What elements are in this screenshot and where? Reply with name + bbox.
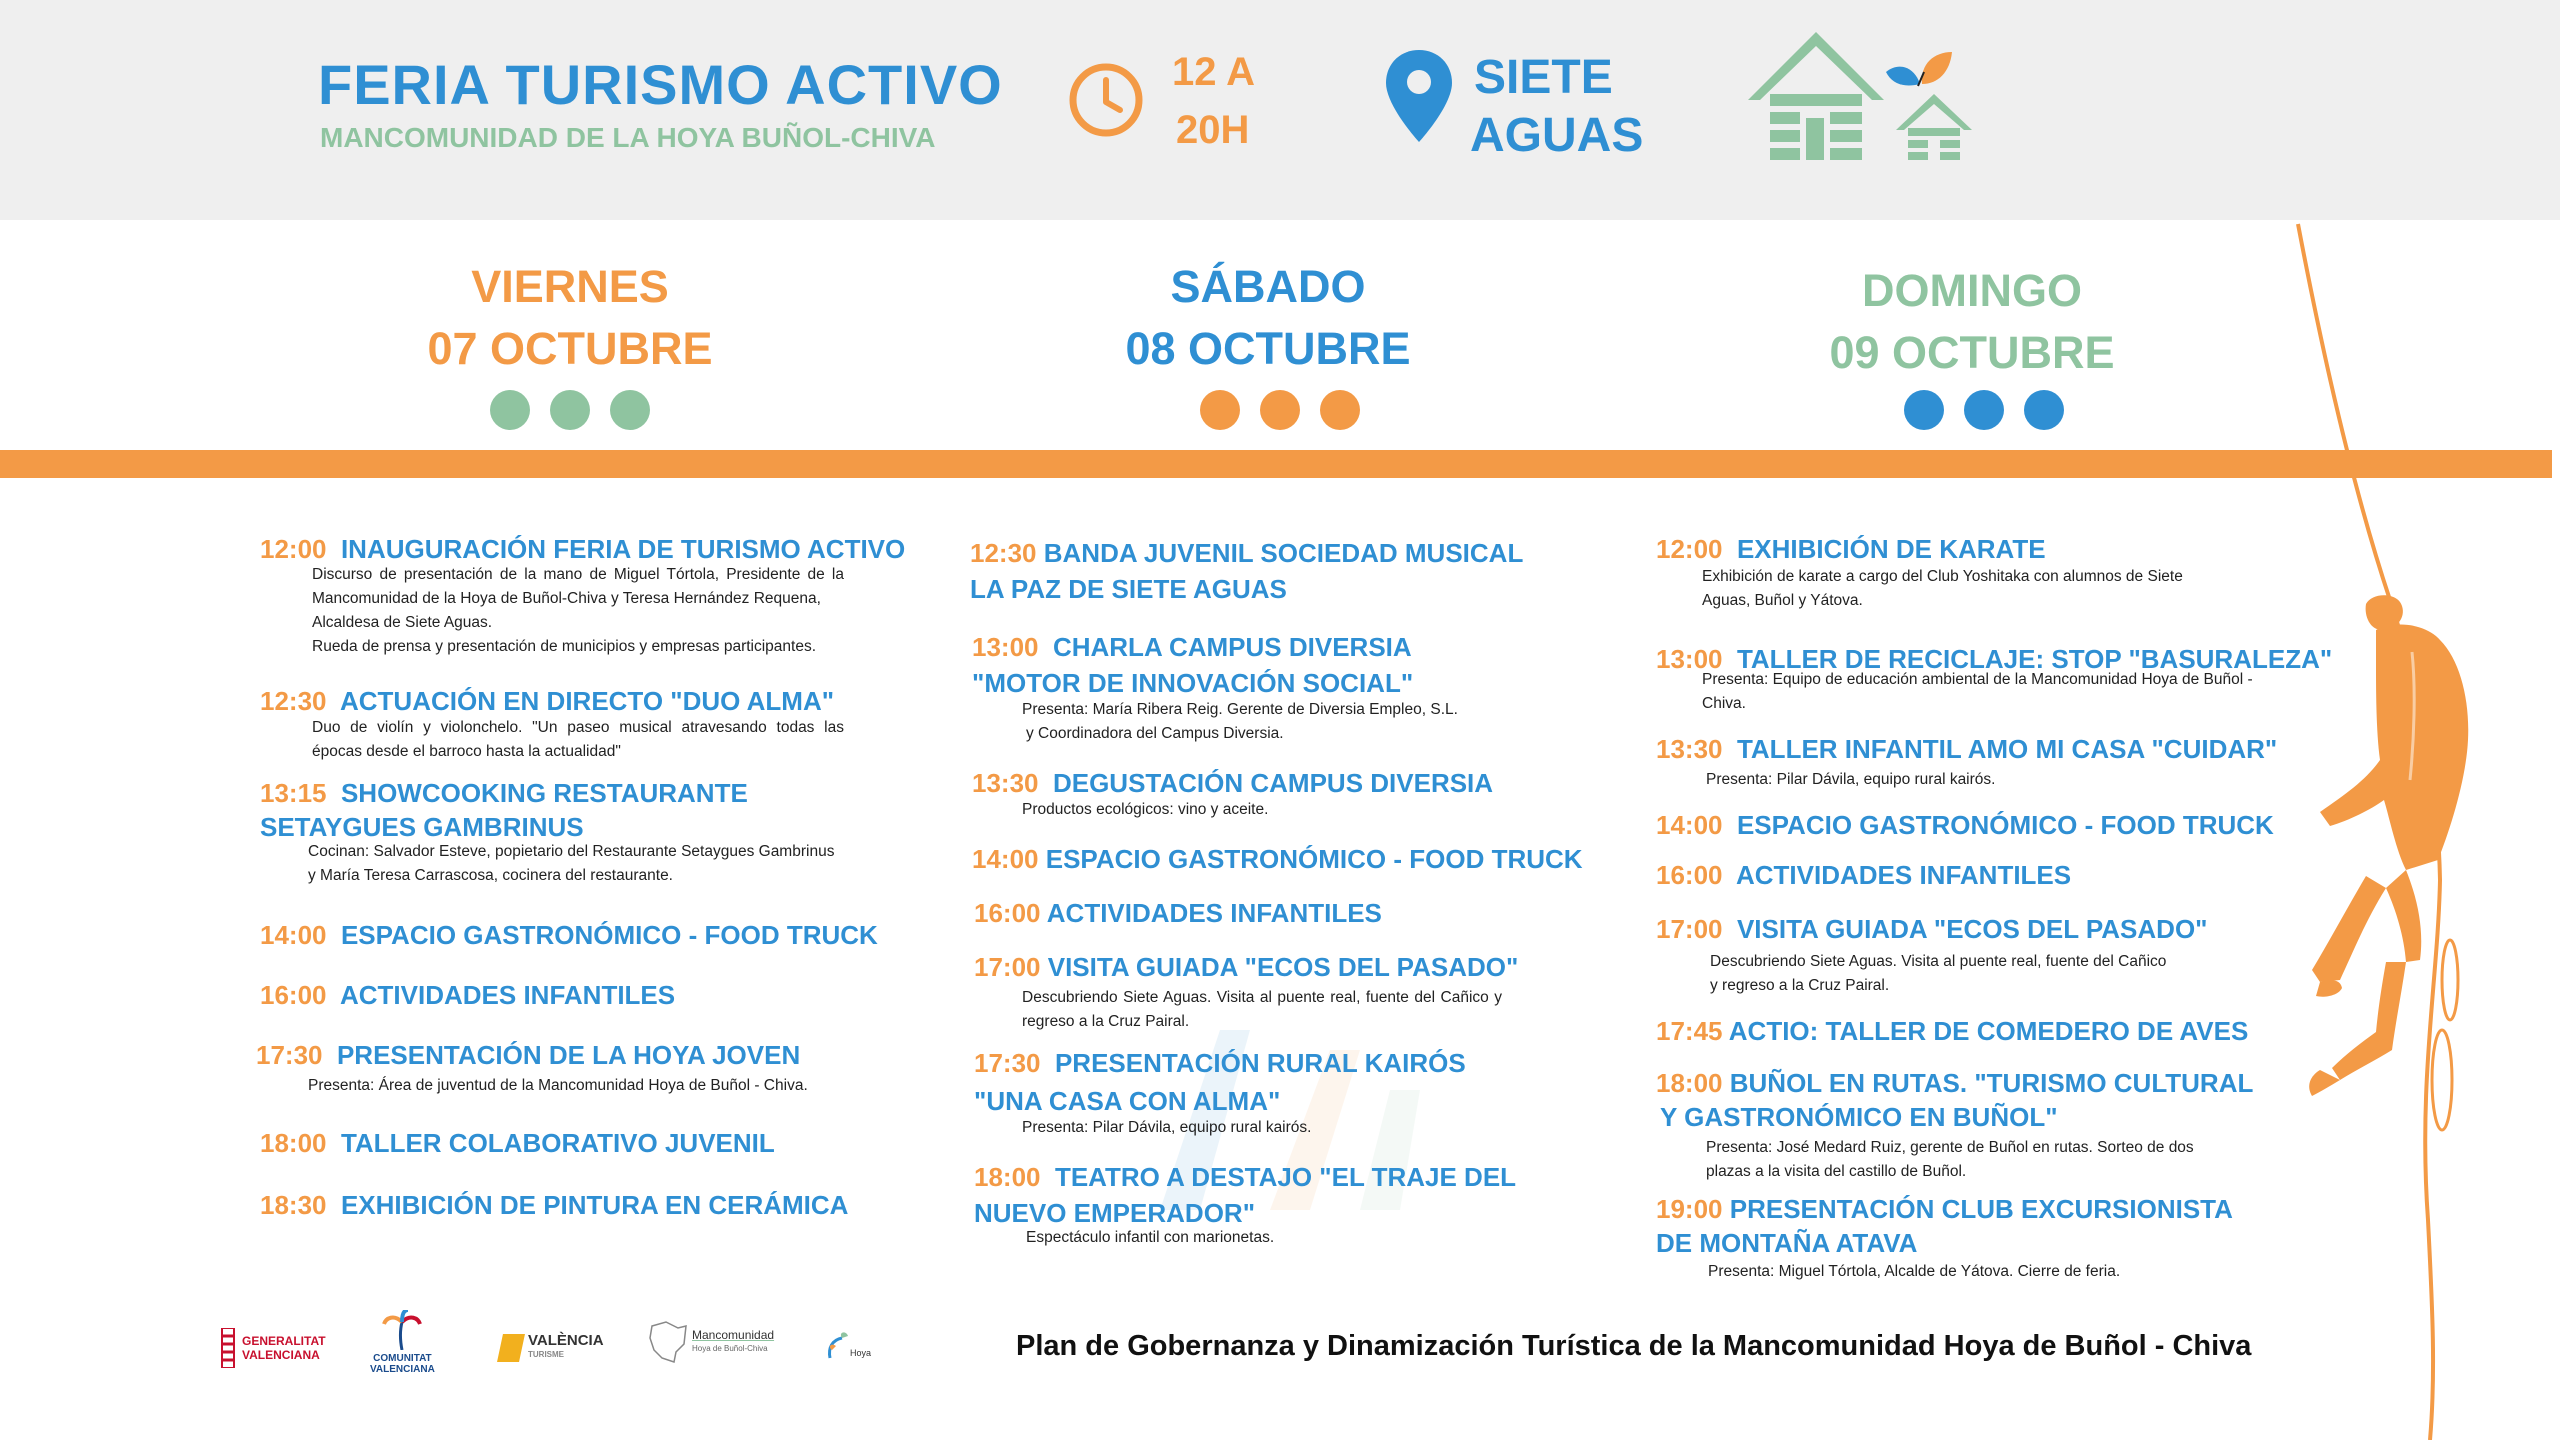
saturday-event-title: [972, 632, 1412, 663]
desc-line: Descubriendo Siete Aguas. Visita al puente real, fuente del Cañico: [1710, 953, 2167, 970]
desc-line: Presenta: Pilar Dávila, equipo rural kairós.: [1706, 771, 1996, 788]
dot: [1200, 390, 1240, 430]
saturday-event-desc: [1022, 798, 1542, 822]
event-name: PRESENTACIÓN CLUB EXCURSIONISTA: [1729, 1194, 2233, 1224]
logo-text: VALENCIANA: [242, 1348, 320, 1362]
desc-line: Productos ecológicos: vino y aceite.: [1022, 801, 1269, 818]
event-name: PRESENTACIÓN RURAL KAIRÓS: [1054, 1048, 1466, 1078]
valencia-turisme-logo: [500, 1334, 604, 1362]
saturday-event-title-2: "UNA CASA CON ALMA": [974, 1086, 1281, 1116]
saturday-event-title: [974, 1162, 1516, 1193]
desc-line: y María Teresa Carrascosa, cocinera del restaurante.: [308, 867, 673, 884]
event-time: 16:00: [260, 980, 327, 1010]
event-name: EXHIBICIÓN DE KARATE: [1736, 534, 2046, 564]
event-time: 16:00: [1656, 860, 1723, 890]
day-dots-friday: [490, 390, 650, 430]
dot: [2024, 390, 2064, 430]
desc-line: épocas desde el barroco hasta la actualidad": [312, 743, 621, 760]
dot: [1964, 390, 2004, 430]
event-name: ACTUACIÓN EN DIRECTO "DUO ALMA": [339, 686, 835, 716]
desc-line: Mancomunidad de la Hoya de Buñol-Chiva y Teresa Hernández Requena,: [312, 590, 821, 607]
saturday-event-title: [974, 1048, 1466, 1079]
event-name: ESPACIO GASTRONÓMICO - FOOD TRUCK: [340, 920, 878, 950]
logo-text: COMUNITAT: [373, 1353, 432, 1364]
event-time: 14:00: [260, 920, 327, 950]
desc-line: Cocinan: Salvador Esteve, popietario del Restaurante Setaygues Gambrinus: [308, 843, 835, 860]
friday-event-desc: [312, 563, 844, 659]
sunday-event-title-2: DE MONTAÑA ATAVA: [1656, 1228, 1918, 1258]
day-dots-sunday: [1904, 390, 2064, 430]
comunitat-valenciana-logo: [370, 1310, 435, 1375]
sunday-event-title: [1656, 1016, 2248, 1047]
event-name: INAUGURACIÓN FERIA DE TURISMO ACTIVO: [340, 534, 906, 564]
saturday-event-title-2: "MOTOR DE INNOVACIÓN SOCIAL": [972, 668, 1414, 698]
dot: [490, 390, 530, 430]
footer-plan-text: Plan de Gobernanza y Dinamización Turística de la Mancomunidad Hoya de Buñol - Chiva: [1016, 1330, 2252, 1362]
friday-event-title: [260, 1128, 775, 1159]
event-time: 17:00: [1656, 914, 1723, 944]
saturday-event-desc: [1026, 1226, 1506, 1250]
logo-text: Hoya de Buñol-Chiva: [692, 1344, 768, 1353]
generalitat-valenciana-logo: [220, 1328, 326, 1368]
event-time: 13:15: [260, 778, 327, 808]
small-plant-logo: [822, 1330, 878, 1362]
desc-line: Presenta: Pilar Dávila, equipo rural kairós.: [1022, 1119, 1312, 1136]
day-dots-saturday: [1200, 390, 1360, 430]
event-name: PRESENTACIÓN DE LA HOYA JOVEN: [336, 1040, 801, 1070]
time-line-2: 20H: [1176, 108, 1250, 152]
desc-line: Duo de violín y violonchelo. "Un paseo musical atravesando todas las: [312, 719, 844, 736]
logo-text: VALÈNCIA: [528, 1332, 604, 1349]
sunday-event-title: [1656, 1068, 2253, 1099]
mancomunidad-logo: [648, 1320, 774, 1364]
svg-text:Hoya: Hoya: [850, 1348, 872, 1358]
friday-event-title-2: SETAYGUES GAMBRINUS: [260, 812, 584, 842]
event-name: TEATRO A DESTAJO "EL TRAJE DEL: [1054, 1162, 1517, 1192]
dot: [1904, 390, 1944, 430]
desc-line: Descubriendo Siete Aguas. Visita al puente real, fuente del Cañico y: [1022, 989, 1502, 1006]
event-time: 17:30: [974, 1048, 1041, 1078]
event-name: TALLER COLABORATIVO JUVENIL: [340, 1128, 775, 1158]
event-time: 13:00: [1656, 644, 1723, 674]
day-date: 09 OCTUBRE: [1829, 327, 2115, 378]
saturday-event-title: [972, 768, 1493, 799]
event-time: 12:30: [260, 686, 327, 716]
friday-event-title: [256, 1040, 800, 1071]
event-name: TALLER DE RECICLAJE: STOP "BASURALEZA": [1736, 644, 2333, 674]
event-time: 14:00: [1656, 810, 1723, 840]
event-name: CHARLA CAMPUS DIVERSIA: [1052, 632, 1412, 662]
desc-line: regreso a la Cruz Pairal.: [1022, 1013, 1190, 1030]
saturday-event-title-2: NUEVO EMPERADOR": [974, 1198, 1256, 1228]
desc-line: Presenta: Área de juventud de la Mancomunidad Hoya de Buñol - Chiva.: [308, 1077, 808, 1094]
desc-line: Rueda de prensa y presentación de municipios y empresas participantes.: [312, 638, 817, 655]
palm-icon: [382, 1310, 422, 1350]
sunday-event-desc: [1710, 950, 2170, 998]
logo-text: TURISME: [528, 1350, 564, 1359]
sunday-event-title: [1656, 860, 2071, 891]
clock-icon: [1068, 62, 1144, 138]
desc-line: Presenta: Miguel Tórtola, Alcalde de Yátova. Cierre de feria.: [1708, 1263, 2121, 1280]
saturday-event-title: [970, 538, 1523, 569]
event-name: ACTIVIDADES INFANTILES: [1735, 860, 2072, 890]
desc-line: y Coordinadora del Campus Diversia.: [1026, 725, 1284, 742]
desc-line: Presenta: José Medard Ruiz, gerente de Buñol en rutas. Sorteo de dos: [1706, 1139, 2194, 1156]
event-name: ACTIVIDADES INFANTILES: [339, 980, 676, 1010]
event-name: DEGUSTACIÓN CAMPUS DIVERSIA: [1052, 768, 1494, 798]
friday-event-title: [260, 980, 675, 1011]
logo-text: GENERALITAT: [242, 1334, 326, 1348]
desc-line: Exhibición de karate a cargo del Club Yoshitaka con alumnos de Siete: [1702, 568, 2183, 585]
location-pin-icon: [1384, 48, 1454, 144]
day-name: VIERNES: [471, 261, 669, 312]
friday-event-title: [260, 1190, 848, 1221]
logo-text: VALENCIANA: [370, 1364, 435, 1375]
event-name: VISITA GUIADA "ECOS DEL PASADO": [1736, 914, 2208, 944]
event-time: 18:00: [1656, 1068, 1723, 1098]
day-heading-saturday: [1068, 256, 1468, 380]
dot: [1320, 390, 1360, 430]
friday-event-desc: [312, 716, 844, 764]
saturday-event-title: [974, 898, 1382, 929]
event-name: BUÑOL EN RUTAS. "TURISMO CULTURAL: [1729, 1068, 2254, 1098]
dot: [610, 390, 650, 430]
friday-event-title: [260, 920, 878, 951]
desc-line: plazas a la visita del castillo de Buñol.: [1706, 1163, 1967, 1180]
valencia-mark: [497, 1334, 525, 1362]
sunday-event-title-2: Y GASTRONÓMICO EN BUÑOL": [1660, 1102, 2058, 1132]
desc-line: Aguas, Buñol y Yátova.: [1702, 592, 1863, 609]
event-title: FERIA TURISMO ACTIVO: [318, 53, 1003, 116]
saturday-event-desc: [1022, 986, 1502, 1034]
climber-illustration: [2170, 220, 2550, 1440]
sunday-event-title: [1656, 914, 2208, 945]
sunday-event-desc: [1708, 1260, 2228, 1284]
event-name: VISITA GUIADA "ECOS DEL PASADO": [1047, 952, 1519, 982]
event-time: 16:00: [974, 898, 1041, 928]
dot: [1260, 390, 1300, 430]
friday-event-title: [260, 534, 905, 565]
event-name: TALLER INFANTIL AMO MI CASA "CUIDAR": [1736, 734, 2278, 764]
sunday-event-title: [1656, 534, 2046, 565]
event-time: 18:00: [260, 1128, 327, 1158]
event-time: 13:00: [972, 632, 1039, 662]
sunday-event-desc: [1706, 768, 2226, 792]
houses-logo: [1748, 28, 1988, 168]
header-band: [0, 0, 2560, 220]
day-name: SÁBADO: [1170, 261, 1366, 312]
day-name: DOMINGO: [1862, 265, 2082, 316]
place-line-1: SIETE: [1474, 51, 1613, 104]
event-name: ESPACIO GASTRONÓMICO - FOOD TRUCK: [1736, 810, 2274, 840]
dot: [550, 390, 590, 430]
time-line-1: 12 A: [1172, 50, 1256, 94]
event-time: 12:30: [970, 538, 1037, 568]
desc-line: Espectáculo infantil con marionetas.: [1026, 1229, 1275, 1246]
event-time: 12:00: [260, 534, 327, 564]
event-subtitle: MANCOMUNIDAD DE LA HOYA BUÑOL-CHIVA: [320, 122, 936, 153]
map-outline-icon: [648, 1320, 688, 1364]
event-name: ACTIO: TALLER DE COMEDERO DE AVES: [1728, 1016, 2249, 1046]
place-line-2: AGUAS: [1470, 109, 1644, 162]
day-heading-friday: [370, 256, 770, 380]
friday-event-title: [260, 778, 748, 809]
event-name: BANDA JUVENIL SOCIEDAD MUSICAL: [1043, 538, 1524, 568]
event-time: 13:30: [972, 768, 1039, 798]
saturday-event-title-2: LA PAZ DE SIETE AGUAS: [970, 574, 1287, 604]
event-name: EXHIBICIÓN DE PINTURA EN CERÁMICA: [340, 1190, 849, 1220]
event-name: SHOWCOOKING RESTAURANTE: [340, 778, 748, 808]
desc-line: y regreso a la Cruz Pairal.: [1710, 977, 1890, 994]
event-time: 17:00: [974, 952, 1041, 982]
event-time: 18:30: [260, 1190, 327, 1220]
sunday-event-desc: [1702, 565, 2222, 613]
day-date: 08 OCTUBRE: [1125, 323, 1411, 374]
desc-line: Chiva.: [1702, 695, 1746, 712]
saturday-event-desc: [1022, 698, 1542, 746]
saturday-event-title: [972, 844, 1583, 875]
event-time: 17:30: [256, 1040, 323, 1070]
saturday-event-title: [974, 952, 1518, 983]
saturday-event-desc: [1022, 1116, 1502, 1140]
event-time: 12:00: [1656, 534, 1723, 564]
event-time: 13:30: [1656, 734, 1723, 764]
sunday-event-desc: [1706, 1136, 2226, 1184]
friday-event-title: [260, 686, 834, 717]
event-time: 18:00: [974, 1162, 1041, 1192]
sunday-event-title: [1656, 1194, 2233, 1225]
event-name: ACTIVIDADES INFANTILES: [1046, 898, 1382, 928]
event-name: ESPACIO GASTRONÓMICO - FOOD TRUCK: [1045, 844, 1583, 874]
desc-line: Presenta: Equipo de educación ambiental de la Mancomunidad Hoya de Buñol -: [1702, 671, 2253, 688]
desc-line: Alcaldesa de Siete Aguas.: [312, 614, 493, 631]
logo-text: Mancomunidad: [692, 1328, 775, 1342]
day-date: 07 OCTUBRE: [427, 323, 713, 374]
event-time: 19:00: [1656, 1194, 1723, 1224]
desc-line: Discurso de presentación de la mano de Miguel Tórtola, Presidente de la: [312, 566, 844, 583]
desc-line: Presenta: María Ribera Reig. Gerente de Diversia Empleo, S.L.: [1022, 701, 1458, 718]
shield-icon: [220, 1328, 236, 1368]
event-time: 17:45: [1656, 1016, 1723, 1046]
friday-event-desc: [308, 840, 868, 888]
event-time: 14:00: [972, 844, 1039, 874]
day-heading-sunday: [1772, 260, 2172, 384]
friday-event-desc: [308, 1074, 868, 1098]
